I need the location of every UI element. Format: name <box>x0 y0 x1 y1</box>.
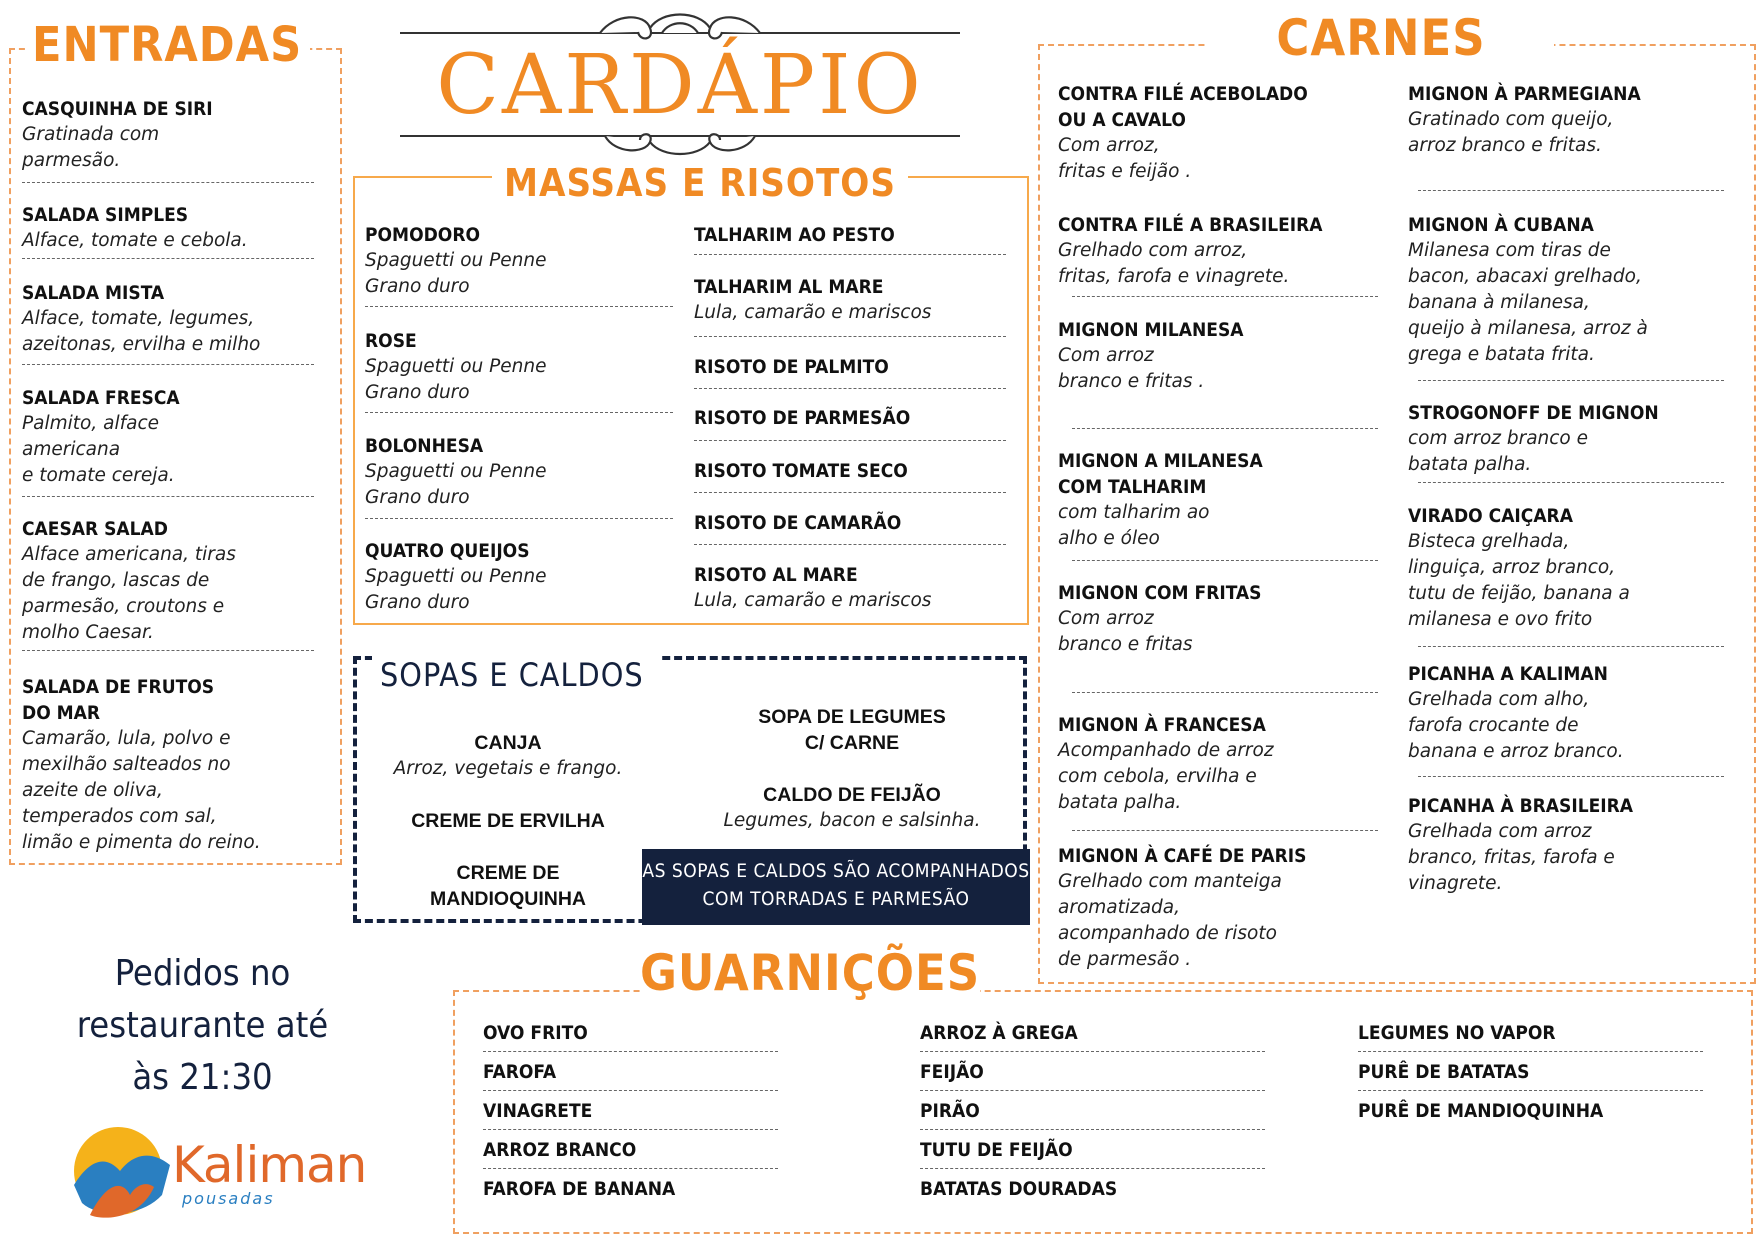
dashed-separator <box>22 650 314 651</box>
menu-item <box>22 516 322 646</box>
menu-item-name: CONTRA FILÉ ACEBOLADO OU A CAVALO <box>1058 83 1308 131</box>
menu-item-description: com arroz branco e batata palha. <box>1408 428 1589 475</box>
menu-item <box>702 704 1002 756</box>
menu-item-name: TALHARIM AO PESTO <box>694 224 895 246</box>
dashed-separator <box>1418 482 1724 483</box>
dashed-separator <box>365 412 673 413</box>
side-dish-item: PURÊ DE MANDIOQUINHA <box>1358 1100 1604 1122</box>
menu-item-description: Grelhado com arroz, fritas, farofa e vinagrete. <box>1058 240 1290 287</box>
menu-item-name: SOPA DE LEGUMES C/ CARNE <box>758 706 946 754</box>
menu-item <box>383 808 633 834</box>
menu-item-description: Bisteca grelhada, linguiça, arroz branco, tutu de feijão, banana a milanesa e ovo frito <box>1408 531 1630 630</box>
menu-item-name: SALADA DE FRUTOS DO MAR <box>22 676 215 724</box>
menu-item-name: RISOTO AL MARE <box>694 564 858 586</box>
dashed-separator <box>694 492 1006 493</box>
menu-item-name: CASQUINHA DE SIRI <box>22 98 213 120</box>
menu-item <box>1058 712 1358 816</box>
menu-item <box>694 562 1014 614</box>
menu-item-name: SALADA MISTA <box>22 282 165 304</box>
menu-item <box>383 860 633 912</box>
dashed-separator <box>920 1051 1265 1052</box>
kaliman-logo-mark <box>70 1125 176 1221</box>
carnes-title: CARNES <box>1276 9 1486 67</box>
menu-item-name: CREME DE MANDIOQUINHA <box>430 862 586 910</box>
menu-item-name: RISOTO DE PARMESÃO <box>694 407 911 429</box>
menu-item <box>22 280 322 358</box>
side-dish-item: TUTU DE FEIJÃO <box>920 1139 1073 1161</box>
dashed-separator <box>1072 692 1378 693</box>
menu-item-description: Alface, tomate, legumes, azeitonas, ervilha e milho <box>22 308 261 355</box>
guarnicoes-title: GUARNIÇÕES <box>640 944 981 1002</box>
side-dish-item: VINAGRETE <box>483 1100 593 1122</box>
menu-item-name: RISOTO DE PALMITO <box>694 356 889 378</box>
dashed-separator <box>22 258 314 259</box>
menu-item <box>694 222 1014 248</box>
menu-item <box>1058 81 1358 185</box>
dashed-separator <box>1418 190 1724 191</box>
page-title: CARDÁPIO <box>436 38 924 133</box>
menu-item-name: TALHARIM AL MARE <box>694 276 884 298</box>
logo-sub: pousadas <box>182 1189 275 1208</box>
dashed-separator <box>920 1168 1265 1169</box>
menu-item-name: CAESAR SALAD <box>22 518 168 540</box>
side-dish-item: PIRÃO <box>920 1100 980 1122</box>
menu-item <box>702 782 1002 834</box>
menu-item-description: Alface, tomate e cebola. <box>22 230 248 251</box>
dashed-separator <box>1072 428 1378 429</box>
menu-item <box>1408 81 1738 159</box>
menu-item-name: MIGNON À FRANCESA <box>1058 714 1266 736</box>
menu-item-description: Arroz, vegetais e frango. <box>393 758 623 779</box>
menu-item-name: MIGNON À PARMEGIANA <box>1408 83 1641 105</box>
menu-item-name: CANJA <box>474 732 542 754</box>
menu-item-name: SALADA SIMPLES <box>22 204 189 226</box>
menu-item <box>1058 317 1358 395</box>
dashed-separator <box>483 1090 778 1091</box>
menu-item-name: ROSE <box>365 330 417 352</box>
dashed-separator <box>694 254 1006 255</box>
side-dish-item: LEGUMES NO VAPOR <box>1358 1022 1556 1044</box>
menu-item-name: SALADA FRESCA <box>22 387 180 409</box>
menu-item-name: QUATRO QUEIJOS <box>365 540 530 562</box>
menu-item-name: PICANHA A KALIMAN <box>1408 663 1608 685</box>
sopas-title: SOPAS E CALDOS <box>380 656 644 694</box>
menu-item-description: Acompanhado de arroz com cebola, ervilha e batata palha. <box>1058 740 1274 813</box>
side-dish-item: BATATAS DOURADAS <box>920 1178 1118 1200</box>
dashed-separator <box>22 182 314 183</box>
menu-item-description: Gratinada com parmesão. <box>22 124 160 171</box>
menu-item-description: Spaguetti ou Penne Grano duro <box>365 356 547 403</box>
dashed-separator <box>365 306 673 307</box>
dashed-separator <box>694 336 1006 337</box>
menu-item-description: Spaguetti ou Penne Grano duro <box>365 250 547 297</box>
menu-item-name: RISOTO DE CAMARÃO <box>694 512 902 534</box>
dashed-separator <box>920 1090 1265 1091</box>
menu-item-description: Grelhado com manteiga aromatizada, acompanhado de risoto de parmesão . <box>1058 871 1282 970</box>
menu-item <box>694 458 1014 484</box>
menu-item-description: Com arroz branco e fritas <box>1058 608 1193 655</box>
menu-item-name: CREME DE ERVILHA <box>411 810 605 832</box>
menu-item-name: MIGNON A MILANESA COM TALHARIM <box>1058 450 1263 498</box>
menu-item <box>1408 400 1738 478</box>
menu-item-name: PICANHA À BRASILEIRA <box>1408 795 1634 817</box>
menu-item-name: MIGNON À CUBANA <box>1408 214 1594 236</box>
menu-item <box>694 354 1014 380</box>
menu-item <box>694 510 1014 536</box>
menu-item <box>22 202 322 254</box>
menu-item <box>22 674 322 856</box>
menu-item-description: com talharim ao alho e óleo <box>1058 502 1210 549</box>
menu-item <box>1058 212 1358 290</box>
side-dish-item: ARROZ BRANCO <box>483 1139 637 1161</box>
menu-item-description: Camarão, lula, polvo e mexilhão salteados no azeite de oliva, temperados com sal, limão e pimenta do reino. <box>22 728 261 853</box>
menu-item-description: Grelhada com arroz branco, fritas, farofa e vinagrete. <box>1408 821 1615 894</box>
entradas-title: ENTRADAS <box>32 17 303 73</box>
menu-item <box>22 385 322 489</box>
dashed-separator <box>1358 1051 1703 1052</box>
side-dish-item: ARROZ À GREGA <box>920 1022 1078 1044</box>
menu-item-name: CONTRA FILÉ A BRASILEIRA <box>1058 214 1323 236</box>
dashed-separator <box>694 544 1006 545</box>
menu-item-description: Spaguetti ou Penne Grano duro <box>365 566 547 613</box>
menu-item <box>365 433 665 511</box>
menu-item <box>1408 503 1738 633</box>
dashed-separator <box>1358 1090 1703 1091</box>
side-dish-item: FAROFA <box>483 1061 557 1083</box>
menu-item <box>22 96 322 174</box>
dashed-separator <box>22 364 314 365</box>
dashed-separator <box>694 388 1006 389</box>
menu-item <box>365 538 665 616</box>
menu-item-description: Lula, camarão e mariscos <box>694 302 932 323</box>
menu-item-name: STROGONOFF DE MIGNON <box>1408 402 1659 424</box>
side-dish-item: FEIJÃO <box>920 1061 984 1083</box>
dashed-separator <box>365 518 673 519</box>
menu-item-description: Palmito, alface americana e tomate cereja. <box>22 413 175 486</box>
kaliman-logo <box>70 1125 370 1221</box>
menu-item-name: MIGNON COM FRITAS <box>1058 582 1262 604</box>
dashed-separator <box>483 1051 778 1052</box>
dashed-separator <box>483 1129 778 1130</box>
menu-item-description: Com arroz, fritas e feijão . <box>1058 135 1192 182</box>
dashed-separator <box>483 1168 778 1169</box>
menu-item <box>383 730 633 782</box>
menu-item <box>1408 793 1738 897</box>
menu-item <box>694 274 1014 326</box>
dashed-separator <box>1072 560 1378 561</box>
side-dish-item: PURÊ DE BATATAS <box>1358 1061 1530 1083</box>
menu-item <box>1408 212 1738 368</box>
side-dish-item: FAROFA DE BANANA <box>483 1178 676 1200</box>
menu-item-description: Gratinado com queijo, arroz branco e fritas. <box>1408 109 1614 156</box>
menu-item <box>1058 843 1358 973</box>
menu-item <box>365 328 665 406</box>
menu-item-description: Legumes, bacon e salsinha. <box>723 810 981 831</box>
pedidos-text: Pedidos no restaurante até às 21:30 <box>76 953 329 1098</box>
dashed-separator <box>1418 776 1724 777</box>
menu-item-name: RISOTO TOMATE SECO <box>694 460 908 482</box>
dashed-separator <box>1072 296 1378 297</box>
menu-item-description: Alface americana, tiras de frango, lascas de parmesão, croutons e molho Caesar. <box>22 544 236 643</box>
menu-item-description: Milanesa com tiras de bacon, abacaxi grelhado, banana à milanesa, queijo à milanesa, arroz à grega e batata frita. <box>1408 240 1648 365</box>
menu-item <box>1408 661 1738 765</box>
menu-item-name: BOLONHESA <box>365 435 484 457</box>
menu-item-description: Com arroz branco e fritas . <box>1058 345 1205 392</box>
dashed-separator <box>694 440 1006 441</box>
menu-item <box>365 222 665 300</box>
menu-item-name: MIGNON À CAFÉ DE PARIS <box>1058 845 1307 867</box>
menu-item <box>694 405 1014 431</box>
massas-title: MASSAS E RISOTOS <box>504 161 896 205</box>
menu-item-name: VIRADO CAIÇARA <box>1408 505 1573 527</box>
dashed-separator <box>920 1129 1265 1130</box>
sopas-note: AS SOPAS E CALDOS SÃO ACOMPANHADOS COM TORRADAS E PARMESÃO <box>642 849 1030 925</box>
dashed-separator <box>22 496 314 497</box>
menu-item <box>1058 580 1358 658</box>
menu-item-name: MIGNON MILANESA <box>1058 319 1244 341</box>
dashed-separator <box>1418 646 1724 647</box>
logo-name: Kaliman <box>172 1136 367 1194</box>
menu-item <box>1058 448 1358 552</box>
menu-item-description: Lula, camarão e mariscos <box>694 590 932 611</box>
dashed-separator <box>1418 380 1724 381</box>
dashed-separator <box>1072 830 1378 831</box>
menu-item-name: CALDO DE FEIJÃO <box>763 784 941 806</box>
side-dish-item: OVO FRITO <box>483 1022 588 1044</box>
menu-item-name: POMODORO <box>365 224 481 246</box>
title-ornament-bottom <box>400 126 960 162</box>
menu-item-description: Spaguetti ou Penne Grano duro <box>365 461 547 508</box>
menu-item-description: Grelhada com alho, farofa crocante de banana e arroz branco. <box>1408 689 1624 762</box>
